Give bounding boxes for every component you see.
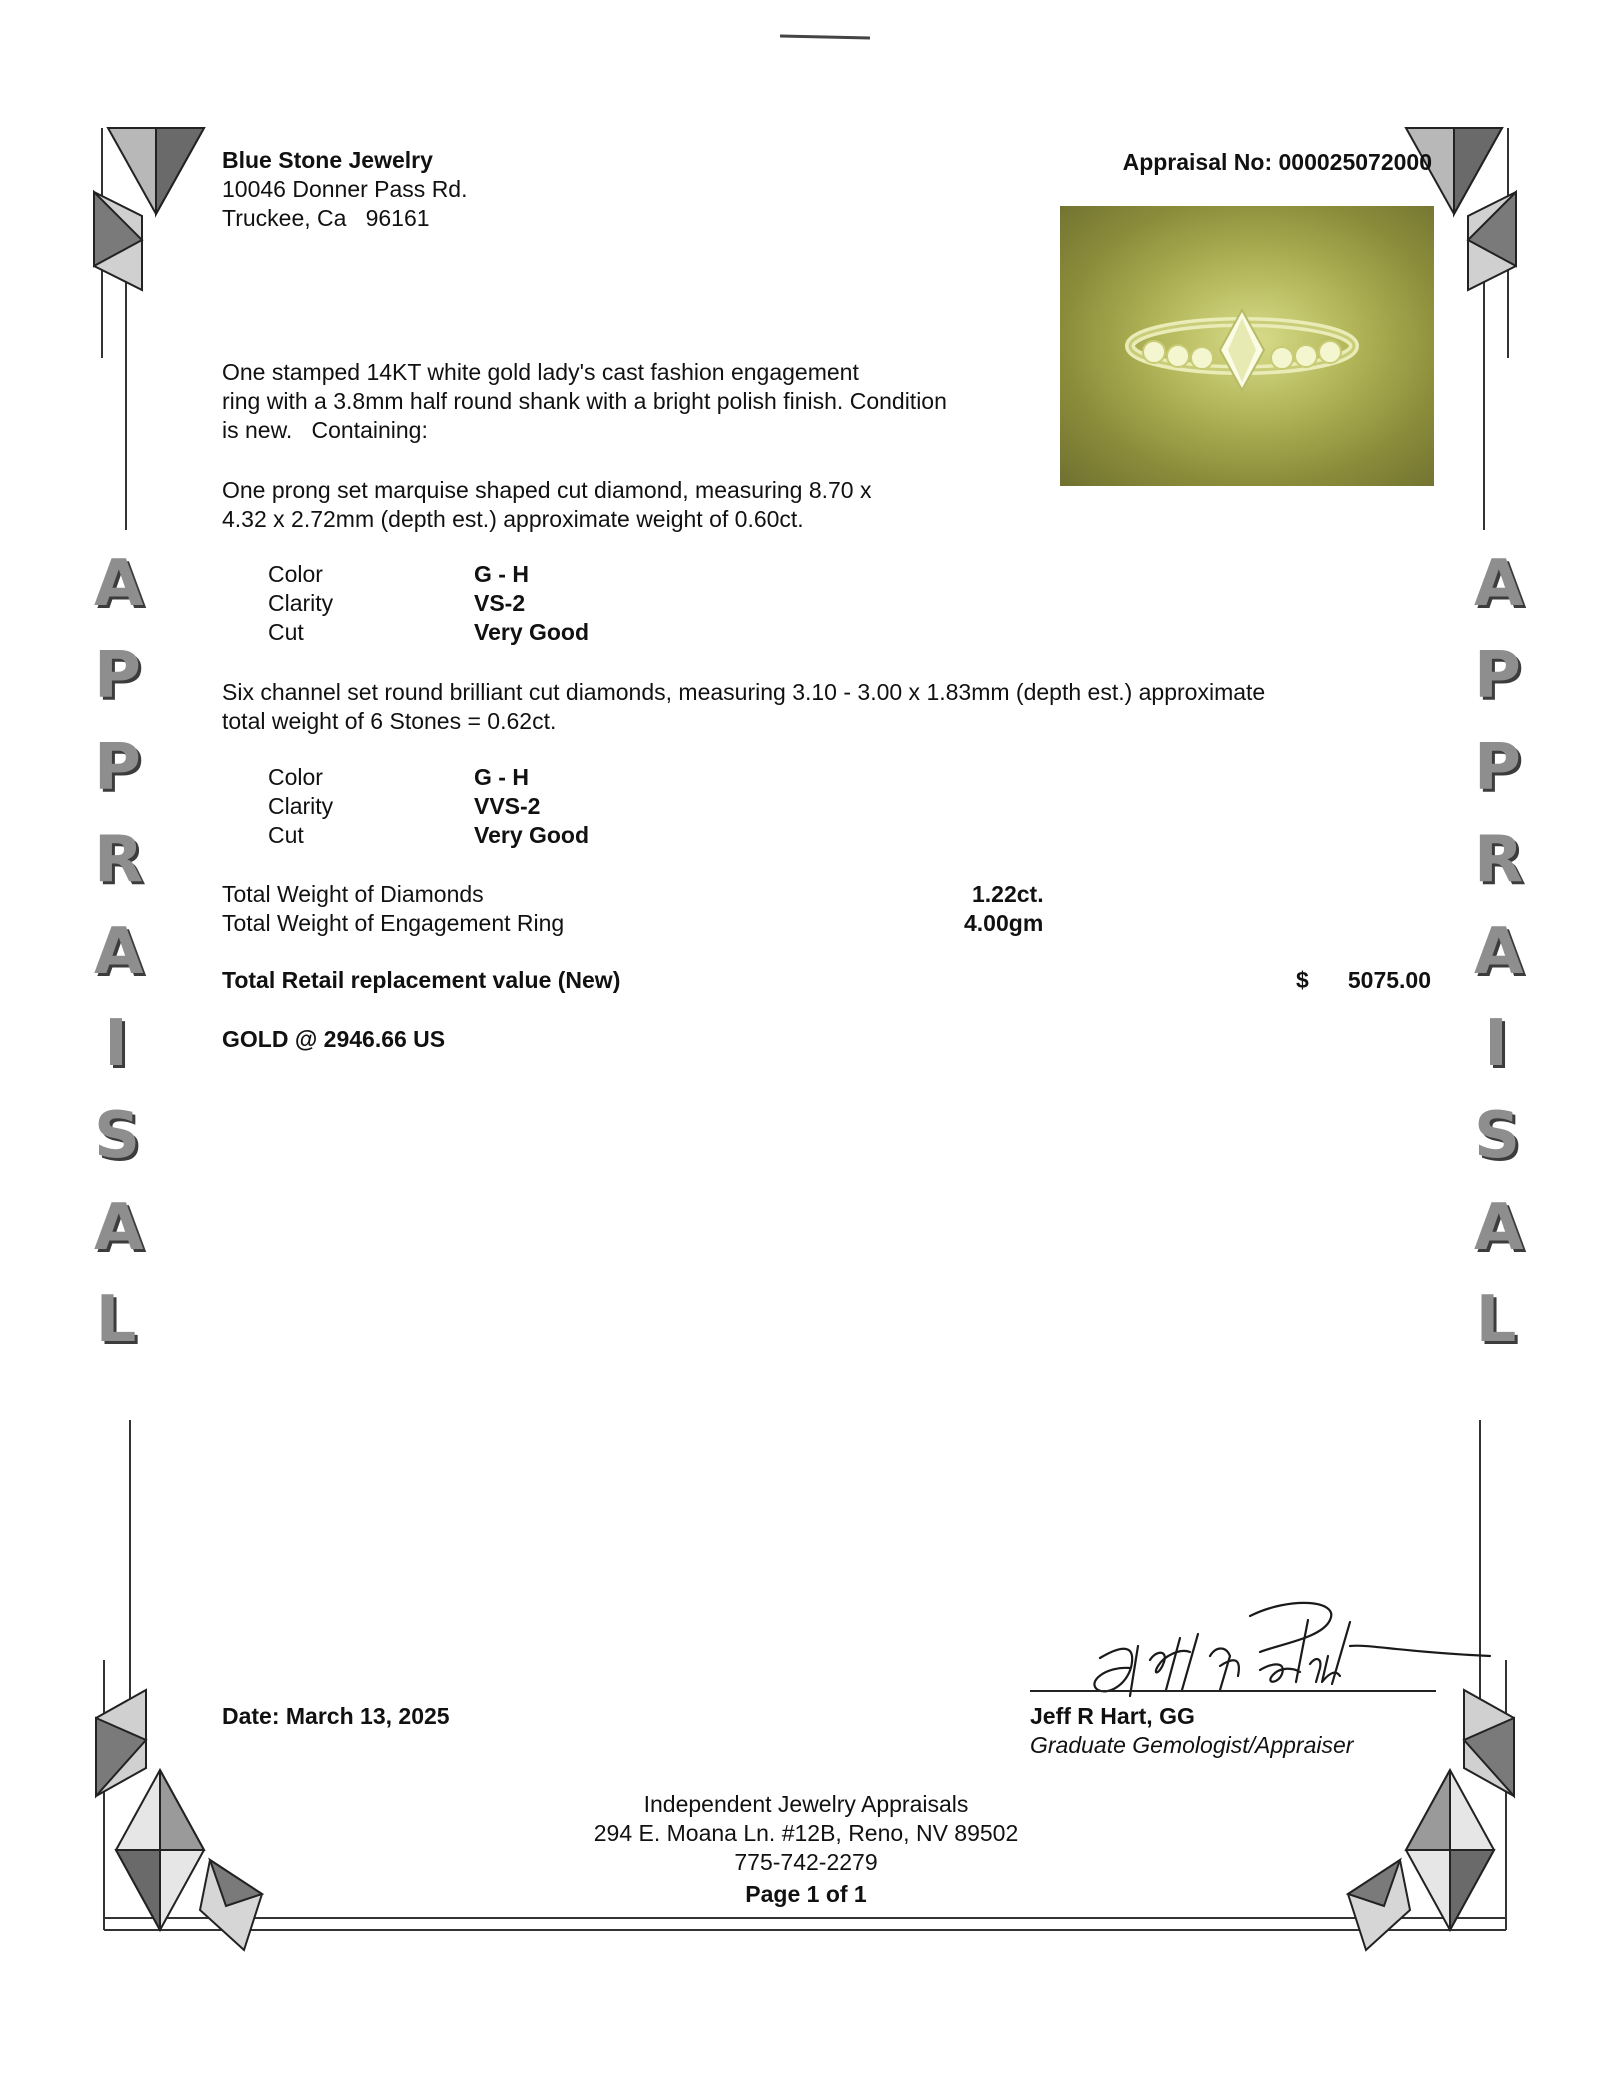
center-clarity-value: VS-2 [474,590,526,616]
vertical-letter: I [104,1007,128,1081]
company-name: Blue Stone Jewelry [222,147,433,173]
top-mark [780,36,870,38]
vertical-letter: A [94,1191,144,1265]
bottom-left-small-diamond [200,1860,262,1950]
footer-phone: 775-742-2279 [734,1849,878,1875]
vertical-letter: S [1474,1099,1521,1173]
company-address-line1: 10046 Donner Pass Rd. [222,176,468,202]
vertical-letter: L [1475,1283,1517,1357]
vertical-letter: P [1474,639,1521,713]
vertical-letter: P [1474,731,1521,805]
gold-price: GOLD @ 2946.66 US [222,1026,446,1052]
bottom-right-diamond [1406,1770,1494,1930]
vertical-letter: S [94,1099,141,1173]
vertical-letter: P [94,639,141,713]
side-color-label: Color [268,764,323,790]
appraiser-name: Jeff R Hart, GG [1030,1703,1195,1729]
company-address-line2: Truckee, Ca 96161 [222,205,430,231]
total-diamonds-label: Total Weight of Diamonds [222,881,484,907]
appraisal-date: Date: March 13, 2025 [222,1703,450,1729]
retail-value: 5075.00 [1347,967,1431,993]
total-ring-value: 4.00gm [964,910,1044,936]
side-cut-label: Cut [268,822,304,848]
description-line2: ring with a 3.8mm half round shank with a bright polish finish. Condition [222,388,947,414]
side-cut-value: Very Good [474,822,590,848]
side-stones-line2: total weight of 6 Stones = 0.62ct. [222,708,557,734]
vertical-letter: A [1474,915,1524,989]
center-cut-label: Cut [268,619,304,645]
center-stone-line2: 4.32 x 2.72mm (depth est.) approximate weight of 0.60ct. [222,506,804,532]
bottom-right-small-diamond [1348,1860,1410,1950]
vertical-letter: A [94,915,144,989]
side-stones-line1: Six channel set round brilliant cut diamonds, measuring 3.10 - 3.00 x 1.83mm (depth est.) approximate [222,679,1266,705]
center-cut-value: Very Good [474,619,590,645]
signature-line [1030,1690,1436,1692]
appraisal-number: Appraisal No: 000025072000 [1122,149,1432,175]
vertical-letter: R [94,823,144,897]
vertical-letter: P [94,731,141,805]
vertical-letter: L [95,1283,137,1357]
center-color-value: G - H [474,561,529,587]
ring-image [1060,206,1434,486]
retail-value-label: Total Retail replacement value (New) [222,967,621,993]
bottom-left-diamond [116,1770,204,1930]
vertical-letter: I [1484,1007,1508,1081]
vertical-letter: R [1474,823,1524,897]
footer-address: 294 E. Moana Ln. #12B, Reno, NV 89502 [593,1820,1019,1846]
ring-photo [1060,206,1434,486]
side-color-value: G - H [474,764,529,790]
side-clarity-label: Clarity [268,793,334,819]
vertical-letter: A [1474,1191,1524,1265]
vertical-letter: A [94,547,144,621]
description-line1: One stamped 14KT white gold lady's cast fashion engagement [222,359,859,385]
side-clarity-value: VVS-2 [474,793,541,819]
vertical-letter: A [1474,547,1524,621]
total-diamonds-value: 1.22ct. [972,881,1044,907]
total-ring-label: Total Weight of Engagement Ring [222,910,565,936]
center-stone-line1: One prong set marquise shaped cut diamond, measuring 8.70 x [222,477,872,503]
currency-symbol: $ [1296,967,1309,993]
page-number: Page 1 of 1 [745,1881,867,1907]
signature-image [1060,1586,1500,1706]
appraiser-title: Graduate Gemologist/Appraiser [1030,1732,1354,1758]
top-left-diamond [108,128,204,214]
center-color-label: Color [268,561,323,587]
description-line3: is new. Containing: [222,417,428,443]
footer-company: Independent Jewelry Appraisals [643,1791,969,1817]
center-clarity-label: Clarity [268,590,334,616]
